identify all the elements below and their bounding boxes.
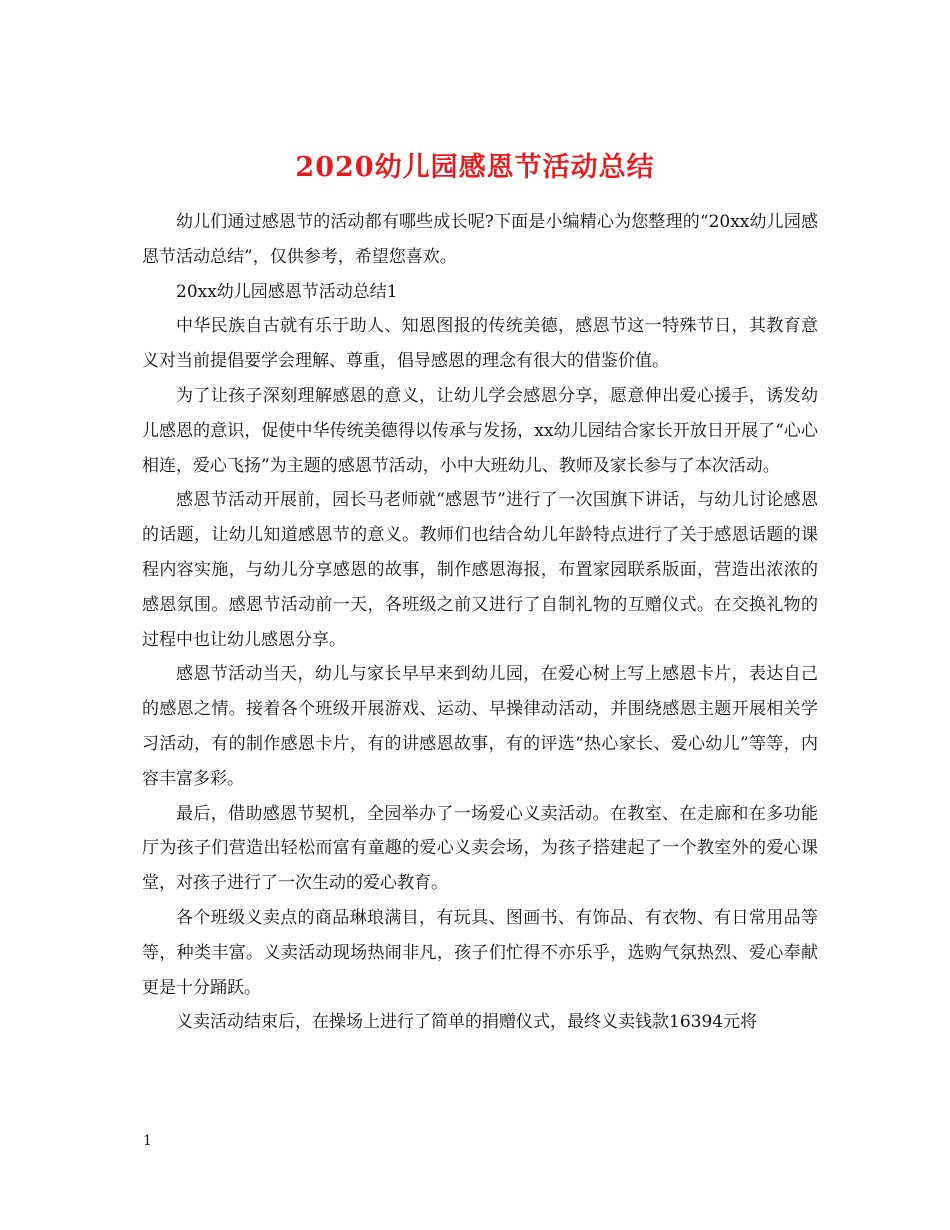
section-heading: 20xx幼儿园感恩节活动总结1 (176, 281, 398, 302)
paragraph-charity-sale: 最后，借助感恩节契机，全园举办了一场爱心义卖活动。在教室、在走廊和在多功能厅为孩子们营造出轻松而富有童趣的爱心义卖会场，为孩子搭建起了一个教室外的爱心课堂，对孩子进行了一次生动的爱心教育。 (142, 803, 818, 894)
paragraph-preparation: 感恩节活动开展前，园长马老师就“感恩节”进行了一次国旗下讲话，与幼儿讨论感恩的话题，让幼儿知道感恩节的意义。教师们也结合幼儿年龄特点进行了关于感恩话题的课程内容实施，与幼儿分享感恩的故事，制作感恩海报，布置家园联系版面，营造出浓浓的感恩氛围。感恩节活动前一天，各班级之前又进行了自制礼物的互赠仪式。在交换礼物的过程中也让幼儿感恩分享。 (142, 490, 818, 650)
document-body (142, 205, 818, 1040)
paragraph-event-day: 感恩节活动当天，幼儿与家长早早来到幼儿园，在爱心树上写上感恩卡片，表达自己的感恩之情。接着各个班级开展游戏、运动、早操律动活动，并围绕感恩主题开展相关学习活动，有的制作感恩卡片，有的讲感恩故事，有的评选“热心家长、爱心幼儿”等等，内容丰富多彩。 (142, 664, 818, 789)
paragraph-purpose: 为了让孩子深刻理解感恩的意义，让幼儿学会感恩分享，愿意伸出爱心援手，诱发幼儿感恩的意识，促使中华传统美德得以传承与发扬，xx幼儿园结合家长开放日开展了“心心相连，爱心飞扬”为主题的感恩节活动，小中大班幼儿、教师及家长参与了本次活动。 (142, 385, 818, 476)
document-title: 2020幼儿园感恩节活动总结 (295, 152, 655, 184)
paragraph-donation: 义卖活动结束后，在操场上进行了简单的捐赠仪式，最终义卖钱款16394元将 (176, 1012, 758, 1033)
paragraph-tradition: 中华民族自古就有乐于助人、知恩图报的传统美德，感恩节这一特殊节日，其教育意义对当前提倡要学会理解、尊重，倡导感恩的理念有很大的借鉴价值。 (142, 316, 818, 372)
page-number: 1 (143, 1133, 152, 1149)
paragraph-intro: 幼儿们通过感恩节的活动都有哪些成长呢?下面是小编精心为您整理的“20xx幼儿园感恩节活动总结”，仅供参考，希望您喜欢。 (142, 212, 818, 267)
paragraph-goods: 各个班级义卖点的商品琳琅满目，有玩具、图画书、有饰品、有衣物、有日常用品等等，种类丰富。义卖活动现场热闹非凡，孩子们忙得不亦乐乎，选购气氛热烈、爱心奉献更是十分踊跃。 (142, 907, 818, 998)
